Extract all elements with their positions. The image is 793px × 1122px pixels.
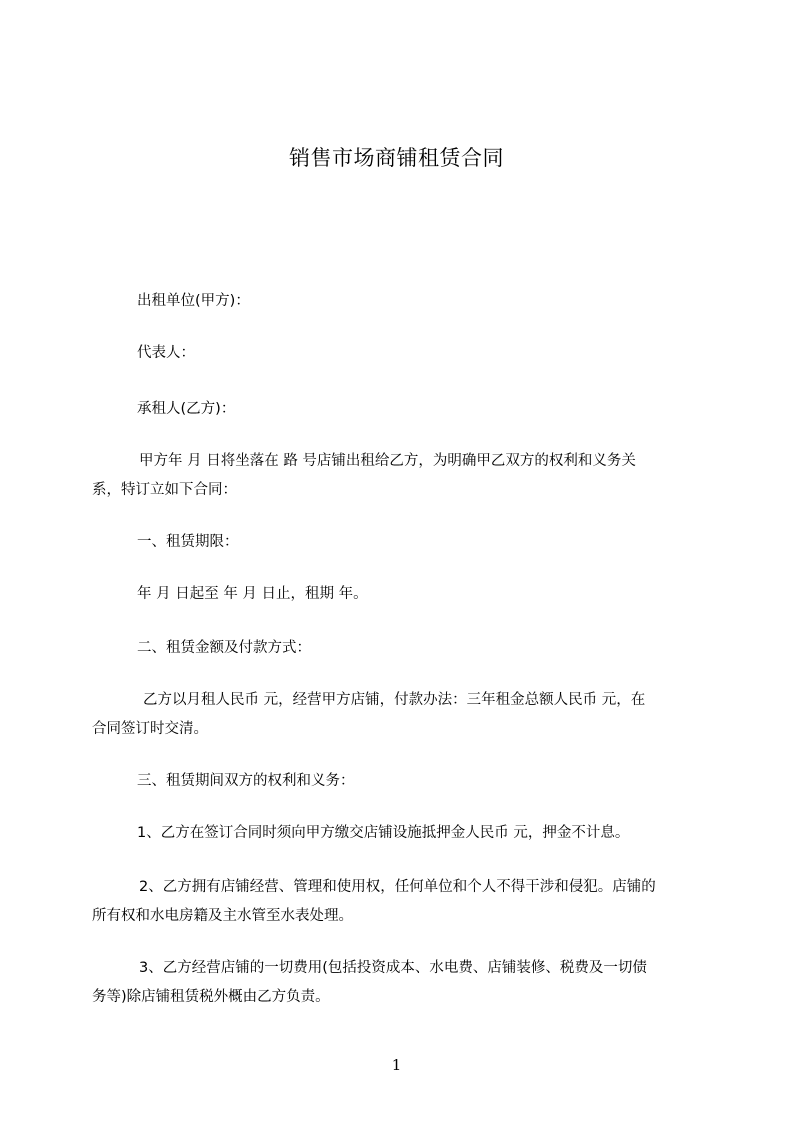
section-3-item-3-line-2: 务等)除店铺租赁税外概由乙方负责。 <box>92 989 330 1005</box>
section-3-item-1: 1、乙方在签订合同时须向甲方缴交店铺设施抵押金人民币 元，押金不计息。 <box>137 825 630 841</box>
section-1-text: 年 月 日起至 年 月 日止，租期 年。 <box>137 586 368 602</box>
lessor-label: 出租单位(甲方)： <box>137 293 250 309</box>
section-2-paragraph-line-1: 乙方以月租人民币 元，经营甲方店铺，付款办法：三年租金总额人民币 元，在 <box>143 692 646 708</box>
section-1-heading: 一、租赁期限： <box>137 534 239 550</box>
intro-paragraph-line-2: 系，特订立如下合同： <box>92 482 237 498</box>
intro-paragraph-line-1: 甲方年 月 日将坐落在 路 号店铺出租给乙方，为明确甲乙双方的权利和义务关 <box>139 453 636 469</box>
section-3-item-3-line-1: 3、乙方经营店铺的一切费用(包括投资成本、水电费、店铺装修、税费及一切债 <box>139 960 647 976</box>
document-title: 销售市场商铺租赁合同 <box>289 146 504 170</box>
section-3-item-2-line-2: 所有权和水电房籍及主水管至水表处理。 <box>92 908 353 924</box>
section-3-heading: 三、租赁期间双方的权利和义务： <box>137 773 355 789</box>
representative-label: 代表人： <box>137 345 195 361</box>
section-2-heading: 二、租赁金额及付款方式： <box>137 640 311 656</box>
page-number: 1 <box>391 1056 402 1074</box>
section-2-paragraph-line-2: 合同签订时交清。 <box>92 721 208 737</box>
section-3-item-2-line-1: 2、乙方拥有店铺经营、管理和使用权，任何单位和个人不得干涉和侵犯。店铺的 <box>139 879 656 895</box>
lessee-label: 承租人(乙方)： <box>137 401 236 417</box>
